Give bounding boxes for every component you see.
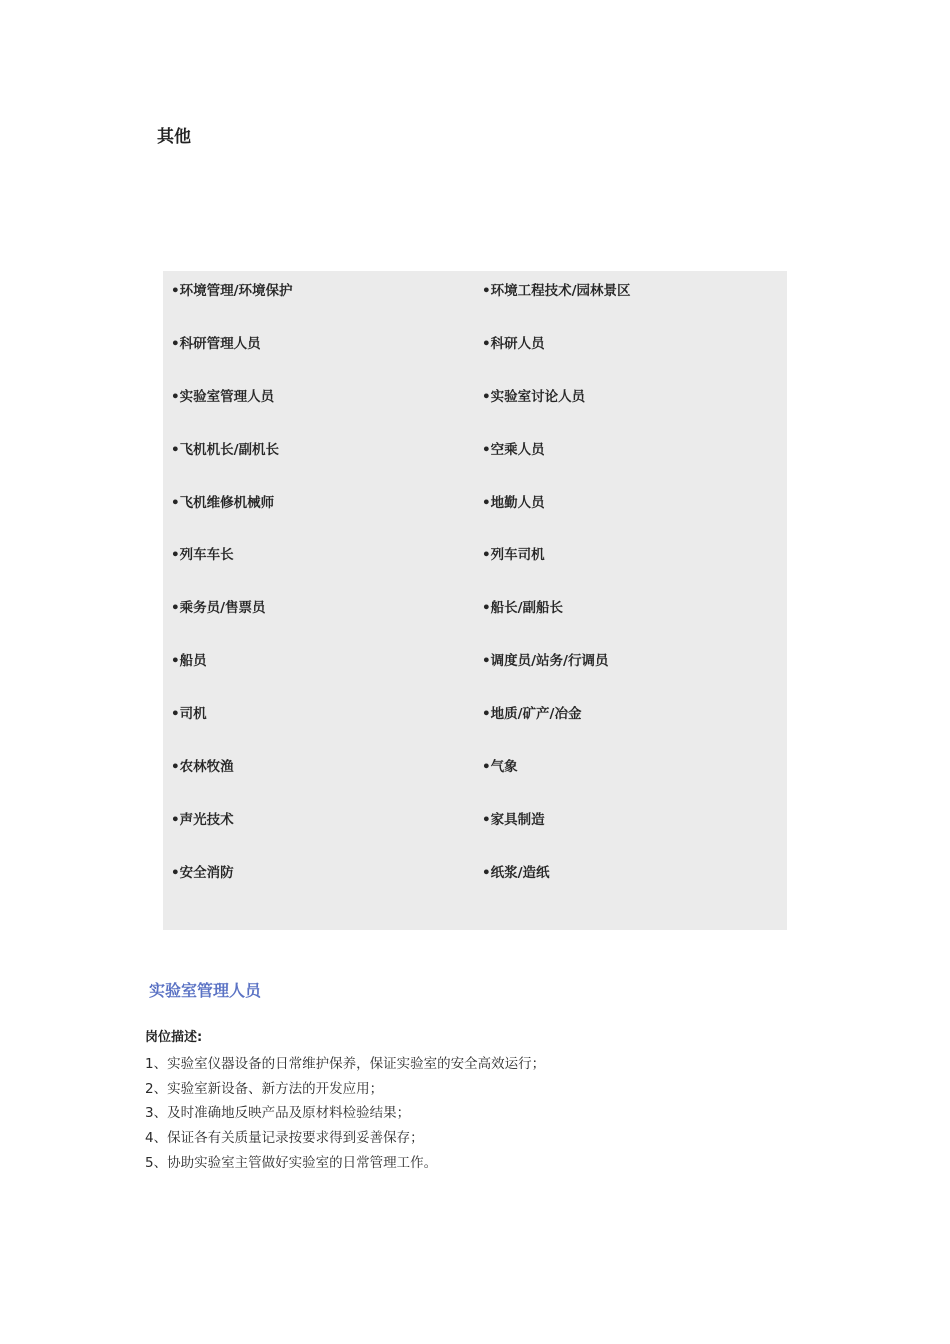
job-category-grid	[171, 280, 781, 915]
description-item: 4、保证各有关质量记录按要求得到妥善保存；	[145, 1130, 424, 1147]
job-category-panel	[163, 271, 787, 930]
job-category-link[interactable]: •安全消防	[171, 864, 234, 881]
job-category-link[interactable]: •乘务员/售票员	[171, 600, 266, 617]
description-item: 1、实验室仪器设备的日常维护保养，保证实验室的安全高效运行；	[145, 1056, 546, 1072]
job-detail-title: 实验室管理人员	[149, 981, 262, 1000]
job-category-link[interactable]: •飞机机长/副机长	[171, 441, 280, 458]
description-item: 3、及时准确地反映产品及原材料检验结果；	[145, 1105, 411, 1122]
job-category-link[interactable]: •科研人员	[482, 335, 545, 352]
job-category-link[interactable]: •飞机维修机械师	[171, 494, 275, 511]
job-category-link[interactable]: •船长/副船长	[482, 600, 564, 617]
job-category-link[interactable]: •气象	[482, 759, 518, 776]
job-category-link[interactable]: •司机	[171, 706, 207, 723]
job-category-link[interactable]: •列车车长	[171, 547, 234, 564]
job-category-link[interactable]: •农林牧渔	[171, 759, 234, 776]
job-category-link[interactable]: •环境管理/环境保护	[171, 283, 293, 299]
job-category-link[interactable]: •环境工程技术/园林景区	[482, 283, 631, 299]
job-category-link[interactable]: •调度员/站务/行调员	[482, 653, 609, 670]
job-category-link[interactable]: •空乘人员	[482, 441, 545, 458]
job-category-link[interactable]: •声光技术	[171, 811, 234, 828]
description-item: 5、协助实验室主管做好实验室的日常管理工作。	[145, 1154, 438, 1171]
job-category-link[interactable]: •船员	[171, 653, 207, 670]
job-category-link[interactable]: •纸浆/造纸	[482, 864, 550, 881]
job-category-link[interactable]: •列车司机	[482, 547, 545, 564]
description-item: 2、实验室新设备、新方法的开发应用；	[145, 1080, 384, 1097]
job-category-link[interactable]: •家具制造	[482, 811, 545, 828]
job-category-link[interactable]: •科研管理人员	[171, 335, 261, 352]
description-list	[145, 1052, 545, 1176]
job-category-link[interactable]: •实验室讨论人员	[482, 388, 586, 405]
description-label: 岗位描述:	[145, 1030, 203, 1045]
job-category-link[interactable]: •地勤人员	[482, 494, 545, 511]
section-title: 其他	[157, 127, 191, 147]
job-category-link[interactable]: •实验室管理人员	[171, 388, 275, 405]
job-category-link[interactable]: •地质/矿产/冶金	[482, 706, 582, 723]
